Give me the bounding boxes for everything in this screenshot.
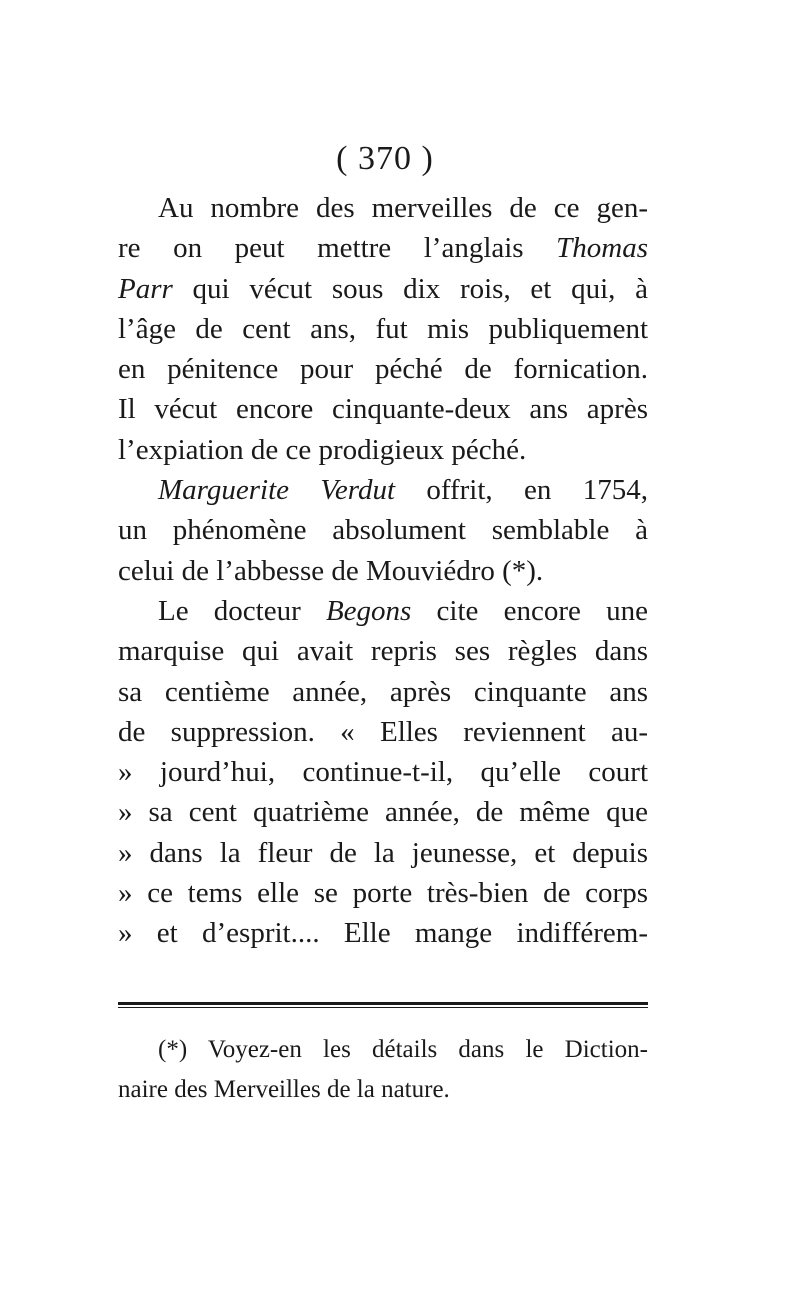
body-text	[118, 188, 648, 954]
text-run: » dans la fleur de la jeunesse, et depuis	[118, 836, 648, 869]
text-run: cite encore une	[411, 594, 648, 627]
text-line	[118, 752, 648, 792]
text-line	[118, 591, 648, 631]
italic-name: Begons	[325, 594, 412, 627]
text-line	[118, 309, 648, 349]
footnote-line: naire des Merveilles de la nature.	[118, 1076, 450, 1103]
text-line	[118, 792, 648, 832]
text-run: en pénitence pour péché de fornication.	[118, 353, 648, 386]
text-line	[118, 430, 648, 470]
text-line	[118, 349, 648, 389]
text-run: l’expiation de ce prodigieux péché.	[118, 433, 527, 466]
text-line	[118, 913, 648, 953]
text-line	[118, 510, 648, 550]
text-run: Le docteur	[158, 594, 326, 627]
text-run: offrit, en 1754,	[395, 474, 648, 507]
text-run: marquise qui avait repris ses règles dans	[118, 635, 648, 668]
footnote	[118, 1030, 648, 1110]
text-run: qui vécut sous dix rois, et qui, à	[172, 272, 648, 305]
italic-name: Parr	[118, 272, 173, 305]
text-run: Au nombre des merveilles de ce gen-	[158, 192, 648, 224]
text-line	[118, 672, 648, 712]
text-run: celui de l’abbesse de Mouviédro (*).	[118, 554, 544, 587]
text-line	[118, 188, 648, 228]
text-run: » sa cent quatrième année, de même que	[118, 796, 648, 829]
text-line	[118, 712, 648, 752]
text-line	[118, 873, 648, 913]
italic-name: Marguerite Verdut	[158, 474, 395, 507]
text-run: » ce tems elle se porte très-bien de corps	[118, 877, 648, 910]
text-line	[118, 631, 648, 671]
footnote-separator-rule	[118, 1002, 648, 1008]
text-line	[118, 551, 648, 591]
text-line	[118, 269, 648, 309]
text-line	[118, 470, 648, 510]
text-run: de suppression. « Elles reviennent au-	[118, 715, 648, 748]
page-number: ( 370 )	[336, 140, 434, 177]
footnote-line: (*) Voyez-en les détails dans le Diction-	[158, 1036, 648, 1063]
text-run: l’âge de cent ans, fut mis publiquement	[118, 312, 648, 345]
text-run: sa centième année, après cinquante ans	[118, 675, 648, 708]
text-run: » jourd’hui, continue-t-il, qu’elle court	[118, 756, 648, 789]
text-run: » et d’esprit.... Elle mange indifférem-	[118, 917, 648, 950]
text-run: re on peut mettre l’anglais	[118, 232, 557, 265]
text-line	[118, 389, 648, 429]
italic-name: Thomas	[556, 232, 648, 265]
text-line	[118, 228, 648, 268]
text-line	[118, 833, 648, 873]
text-run: Il vécut encore cinquante-deux ans après	[118, 393, 648, 426]
text-run: un phénomène absolument semblable à	[118, 514, 648, 547]
